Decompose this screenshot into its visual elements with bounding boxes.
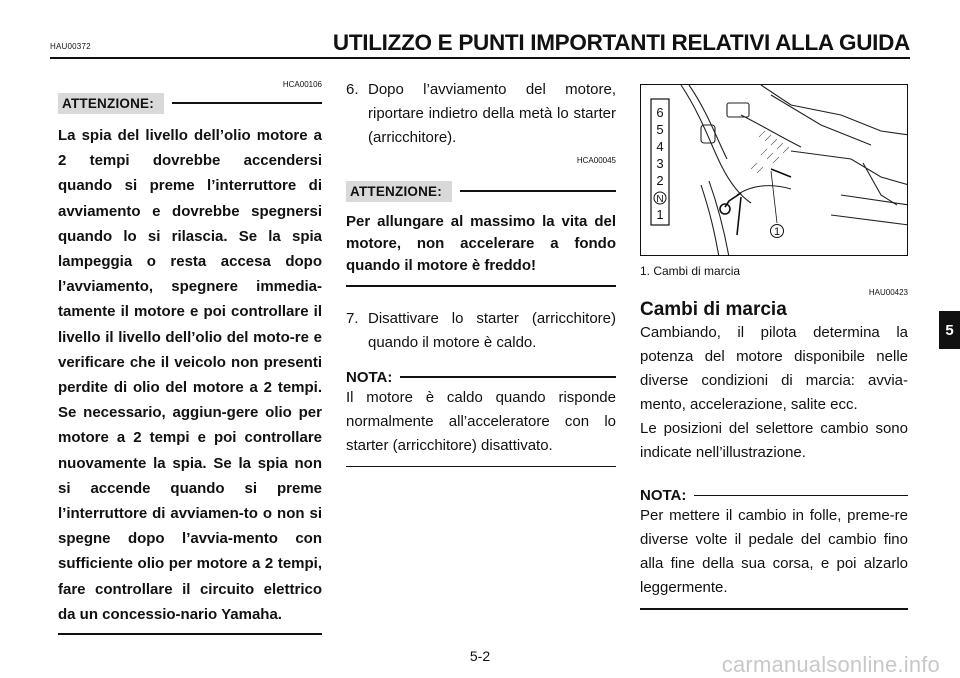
step-7	[346, 307, 616, 355]
gear-label-1: 1	[656, 207, 664, 222]
caution-label: ATTENZIONE:	[58, 93, 164, 114]
step-6-text: Dopo l’avviamento del motore, riportare indietro della metà lo starter (arricchitore).	[368, 81, 616, 146]
caution-text-2: Per allungare al massimo la vita del motore, non accelerare a fondo quando il motore è freddo!	[346, 213, 616, 274]
gear-label-5: 5	[656, 122, 664, 137]
caution-label-2: ATTENZIONE:	[346, 181, 452, 202]
note-header-2	[640, 487, 908, 504]
gear-label-6: 6	[656, 105, 664, 120]
gear-label-3: 3	[656, 156, 664, 171]
caution-end-rule-2	[346, 285, 616, 287]
note-end-rule	[346, 466, 616, 468]
caution-code: HCA00106	[282, 80, 322, 89]
caution-end-rule	[58, 633, 322, 635]
section-code: HAU00423	[868, 288, 908, 297]
watermark: carmanualsonline.info	[721, 652, 940, 677]
note-rule	[400, 376, 616, 378]
page-title: UTILIZZO E PUNTI IMPORTANTI RELATIVI ALLA GUIDA	[332, 30, 910, 55]
gear-label-4: 4	[656, 139, 664, 154]
caution-rule	[172, 102, 322, 104]
caution-code-2: HCA00045	[576, 156, 616, 165]
note-header	[346, 369, 616, 386]
header-code: HAU00372	[50, 42, 91, 51]
gear-label-neutral: N	[656, 194, 664, 205]
para-1: Cambiando, il pilota determina la potenza del motore disponibile nelle diverse condizioni di marcia: avvia-mento, accelerazione, salite ecc.	[640, 324, 908, 413]
gear-shift-figure	[640, 84, 908, 256]
note-label-2: NOTA:	[640, 487, 687, 504]
column-right	[640, 264, 908, 610]
step-6	[346, 78, 616, 150]
note-end-rule-2	[640, 608, 908, 610]
caution-text: La spia del livello dell’olio motore a 2 tempi dovrebbe accendersi quando si preme l’interruttore di avviamento e dovrebbe spegnersi quando lo si rilascia. Se la spia lampeggia o resta accesa dopo l’avviamento, spegnere immedia-tamente il motore e poi controllare il livello il livello dell’olio del moto-re e verificare che il veicolo non presenti perdite di olio del motore a 2 tempi. Se necessario, aggiun-gere olio per motore a 2 tempi e poi controllare nuovamente la spia. Se la spia non si accende quando si preme l’interruttore di avviamen-to o non si spegne dopo l’avvia-mento con sufficiente olio per motore a 2 tempi, fare controllare il circuito elettrico da un concessio-nario Yamaha.	[58, 127, 322, 623]
gear-label-2: 2	[656, 173, 664, 188]
caution-header-2	[346, 179, 616, 203]
step-7-number: 7.	[346, 309, 359, 327]
caution-rule-2	[460, 190, 616, 192]
note-text: Il motore è caldo quando risponde normalmente all’acceleratore con lo starter (arricchitore) disattivato.	[346, 388, 616, 454]
column-middle	[346, 78, 616, 467]
title-rule	[50, 57, 910, 59]
page-number: 5-2	[469, 648, 491, 664]
para-2: Le posizioni del selettore cambio sono indicate nell’illustrazione.	[640, 420, 908, 461]
note-text-2: Per mettere il cambio in folle, preme-re diverse volte il pedale del cambio fino alla fine della sua corsa, e poi alzarlo leggermente.	[640, 507, 908, 596]
figure-caption: 1. Cambi di marcia	[640, 264, 741, 278]
step-6-number: 6.	[346, 81, 359, 98]
step-7-text: Disattivare lo starter (arricchitore) quando il motore è caldo.	[368, 309, 616, 351]
caution-header	[58, 91, 322, 115]
note-rule-2	[694, 495, 908, 497]
note-label: NOTA:	[346, 368, 393, 386]
figure-callout-1: 1	[773, 226, 781, 238]
section-heading: Cambi di marcia	[640, 299, 787, 320]
section-tab: 5	[939, 311, 960, 349]
column-left	[58, 80, 322, 635]
gear-shift-illustration	[641, 85, 908, 256]
